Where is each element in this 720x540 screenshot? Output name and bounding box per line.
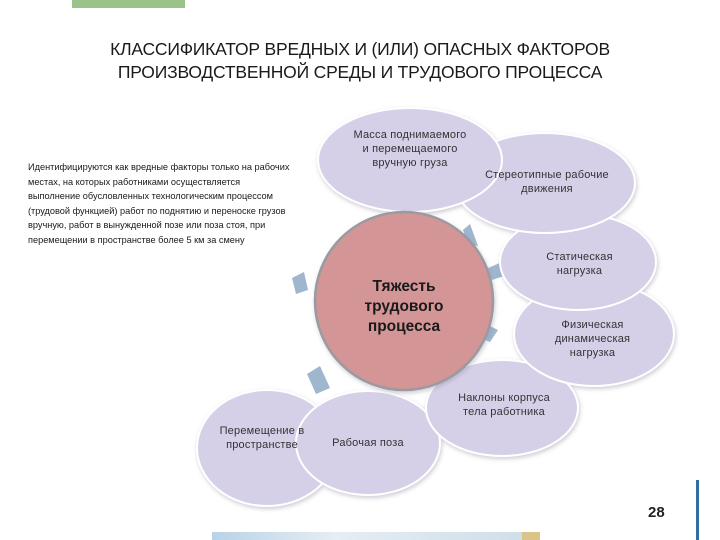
arrow-7-icon xyxy=(307,366,330,394)
title-line-2: ПРОИЗВОДСТВЕННОЙ СРЕДЫ И ТРУДОВОГО ПРОЦЕССА xyxy=(117,62,603,82)
node-static-label: Статическая нагрузка xyxy=(546,251,613,277)
bottom-accent-strip xyxy=(212,532,522,540)
node-dynamic-label: Физическая динамическая нагрузка xyxy=(554,319,631,359)
bottom-accent-end xyxy=(522,532,540,540)
center-label: Тяжесть трудового процесса xyxy=(364,278,444,335)
page-number: 28 xyxy=(648,504,665,521)
title-line-1: КЛАССИФИКАТОР ВРЕДНЫХ И (ИЛИ) ОПАСНЫХ ФАКТОРОВ xyxy=(110,39,610,59)
node-perspace-label: Перемещение в пространстве xyxy=(219,425,305,451)
node-workpose-label: Рабочая поза xyxy=(332,437,404,449)
right-accent-bar xyxy=(696,480,699,540)
node-stereotype-label: Стереотипные рабочие движения xyxy=(485,169,609,195)
arrow-8-icon xyxy=(292,272,308,294)
node-mass-label: Масса поднимаемого и перемещаемого вручную груза xyxy=(353,129,467,169)
description-text: Идентифицируются как вредные факторы только на рабочих местах, на которых работниками осуществляется выполнение обусловленных технологическим процессом (трудовой функцией) работ по поднятию и переноске грузов вручную, работ в вынужденной позе или поза стоя, при перемещении в пространстве более 5 км за смену xyxy=(28,162,290,245)
node-bends-label: Наклоны корпуса тела работника xyxy=(458,392,550,418)
